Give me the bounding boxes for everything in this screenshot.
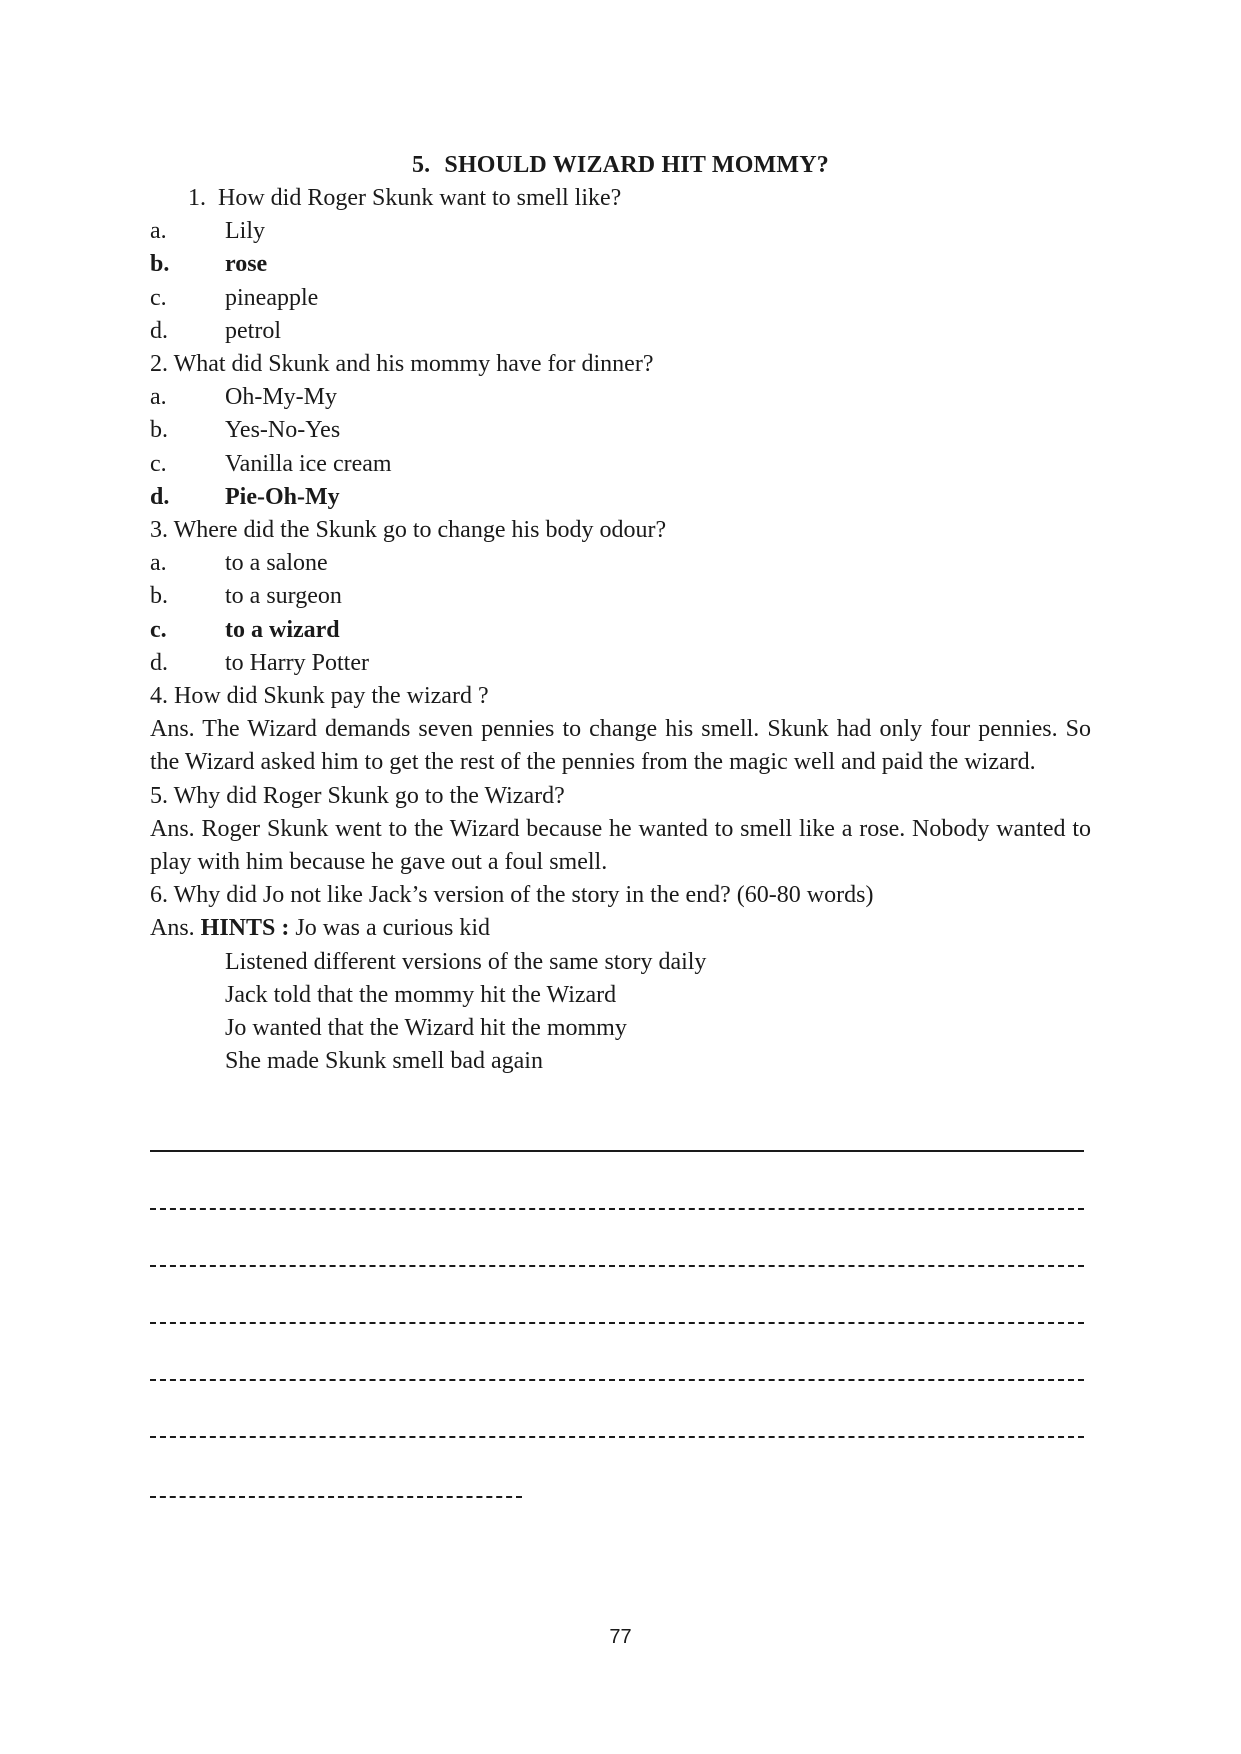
answer-writing-line [150,1436,1084,1438]
hint-item: Jo was a curious kid [295,915,490,942]
q1-option-d: d. petrol [150,317,281,344]
answer-writing-line [150,1379,1084,1381]
chapter-number: 5. [411,152,431,178]
answer-6-hints [150,912,1091,945]
answer-writing-line [150,1150,1084,1152]
answer-4: Ans. The Wizard demands seven pennies to change his smell. Skunk had only four pennies. So the Wizard asked him to get the rest of the pennies from the magic well and paid the wizard. [150,716,1091,776]
question-6: 6. Why did Jo not like Jack’s version of the story in the end? (60-80 words) [150,882,874,909]
q3-option-b: b. to a surgeon [150,583,342,610]
hint-item: Jack told that the mommy hit the Wizard [225,981,617,1008]
hints-label: HINTS : [200,915,290,942]
question-2: 2. What did Skunk and his mommy have for dinner? [150,351,654,378]
q2-option-b: b. Yes-No-Yes [150,417,341,444]
q3-option-d: d. to Harry Potter [150,649,369,676]
question-3: 3. Where did the Skunk go to change his body odour? [150,517,667,544]
q1-option-a: a. Lily [150,218,265,245]
q3-option-a: a. to a salone [150,550,328,577]
hint-item: Jo wanted that the Wizard hit the mommy [225,1015,627,1042]
chapter-title: SHOULD WIZARD HIT MOMMY? [444,152,829,178]
page-title [0,150,1241,180]
q1-option-b: b. rose [150,251,268,278]
questions-section [150,182,1091,1078]
q2-option-d: d. Pie-Oh-My [150,483,340,510]
q3-option-c: c. to a wizard [150,616,340,643]
answer-5: Ans. Roger Skunk went to the Wizard because he wanted to smell like a rose. Nobody wanted to play with him because he gave out a foul smell. [150,815,1091,876]
q1-option-c: c. pineapple [150,284,319,311]
answer-writing-line [150,1265,1084,1267]
question-1: 1. How did Roger Skunk want to smell like? [188,185,622,211]
answer-writing-line [150,1322,1084,1324]
q2-option-a: a. Oh-My-My [150,384,337,411]
answer-writing-line [150,1496,522,1498]
question-5: 5. Why did Roger Skunk go to the Wizard? [150,782,565,809]
page-number: 77 [609,1626,632,1648]
hint-item: Listened different versions of the same story daily [225,948,707,975]
answer-writing-line [150,1208,1084,1210]
hint-item: She made Skunk smell bad again [225,1048,543,1075]
question-4: 4. How did Skunk pay the wizard ? [150,683,489,710]
ans-prefix: Ans. [150,915,201,942]
q2-option-c: c. Vanilla ice cream [150,450,392,477]
